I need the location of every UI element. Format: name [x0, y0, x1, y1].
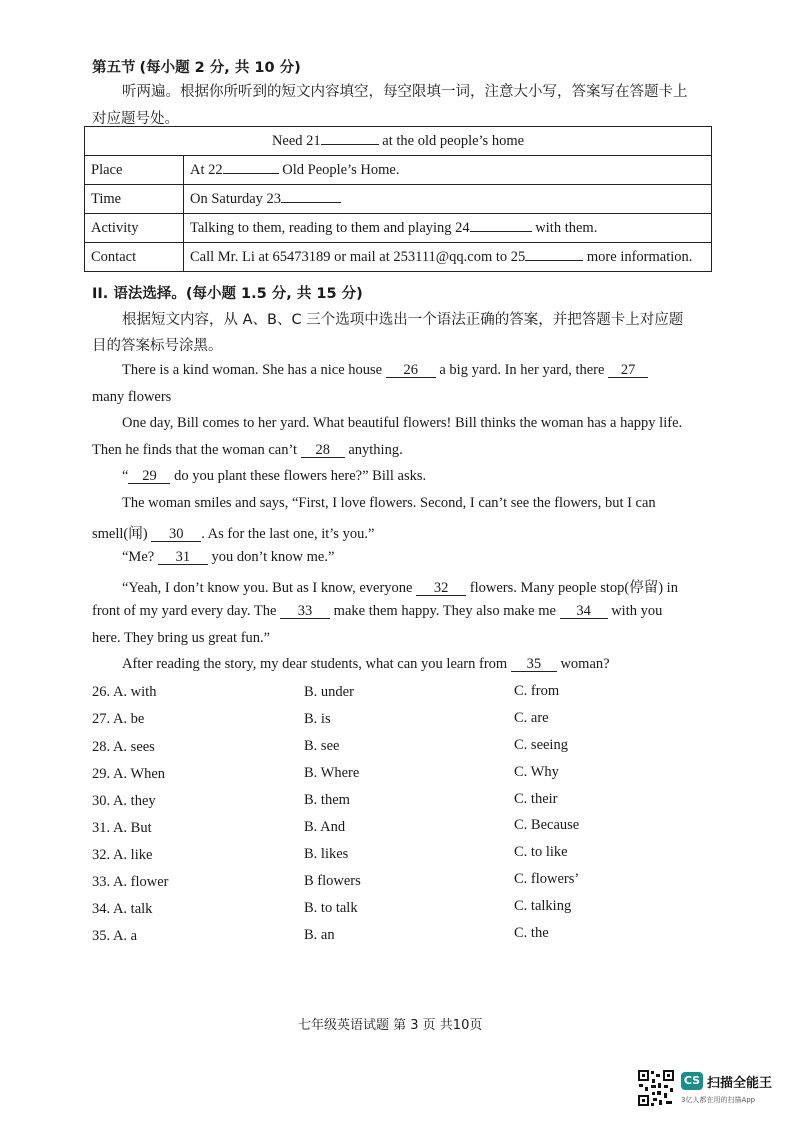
passage-line	[92, 522, 374, 543]
section-2-instruction-line1: 根据短文内容，从 A、B、C 三个选项中选出一个语法正确的答案，并把答题卡上对应题	[122, 312, 684, 328]
passage-text: smell(闻)	[92, 526, 148, 542]
passage-line	[92, 442, 403, 459]
option-b: B. them	[304, 792, 350, 808]
passage-text: anything.	[348, 442, 403, 458]
blank-27: 27	[608, 363, 648, 378]
passage-text: a big yard. In her yard, there	[439, 362, 605, 378]
option-b: B. to talk	[304, 900, 358, 916]
section-5-header	[92, 56, 301, 77]
option-c: C. their	[514, 791, 558, 807]
row-text: At 22	[190, 161, 223, 178]
option-b: B. Where	[304, 765, 360, 781]
blank-28: 28	[301, 443, 345, 458]
option-a: 28. A. sees	[92, 739, 155, 755]
passage-line: many flowers	[92, 389, 172, 405]
option-c: C. talking	[514, 898, 572, 914]
option-a: 30. A. they	[92, 793, 156, 809]
section-5-score-note: (每小题 2 分, 共 10 分)	[139, 60, 301, 76]
row-label: Place	[85, 156, 184, 185]
option-c: C. flowers’	[514, 871, 580, 887]
camscanner-tagline: 3亿人都在用的扫描App	[681, 1096, 756, 1104]
passage-text: flowers. Many people stop(停留) in	[469, 580, 678, 596]
row-text: On Saturday 23	[190, 190, 282, 207]
blank-29: 29	[128, 469, 170, 484]
page-footer: 七年级英语试题 第 3 页 共10页	[298, 1018, 483, 1033]
row-content	[184, 185, 712, 214]
section-2-instruction-line2: 目的答案标号涂黑。	[92, 338, 223, 354]
camscanner-logo-icon: CS	[681, 1072, 703, 1090]
row-content	[184, 156, 712, 185]
option-a: 31. A. But	[92, 820, 152, 836]
qr-code-icon	[637, 1069, 675, 1107]
option-b: B. see	[304, 738, 340, 754]
table-row	[85, 214, 712, 243]
option-b: B. is	[304, 711, 331, 727]
option-c: C. Why	[514, 764, 559, 780]
row-text: Call Mr. Li at 65473189 or mail at 253111@qq.com to 25	[190, 248, 526, 265]
passage-text: woman?	[560, 656, 610, 672]
table-row-header	[85, 127, 712, 156]
passage-line	[122, 656, 610, 673]
option-b: B. likes	[304, 846, 349, 862]
passage-line	[122, 362, 648, 379]
section-2-score-note: (每小题 1.5 分, 共 15 分)	[185, 286, 363, 302]
listening-fill-table	[84, 126, 712, 272]
option-b: B. under	[304, 684, 354, 700]
option-a: 33. A. flower	[92, 874, 169, 890]
row-content	[184, 214, 712, 243]
option-c: C. from	[514, 683, 560, 699]
blank-26: 26	[386, 363, 436, 378]
passage-text: with you	[611, 603, 663, 619]
passage-text: . As for the last one, it’s you.”	[201, 526, 375, 542]
passage-line	[122, 576, 678, 597]
option-a: 26. A. with	[92, 684, 157, 700]
passage-line: The woman smiles and says, “First, I love flowers. Second, I can’t see the flowers, but I can	[122, 495, 656, 511]
option-a: 32. A. like	[92, 847, 153, 863]
passage-text: make them happy. They also make me	[333, 603, 556, 619]
passage-line: One day, Bill comes to her yard. What beautiful flowers! Bill thinks the woman has a happy life.	[122, 415, 683, 431]
passage-text: After reading the story, my dear students, what can you learn from	[122, 656, 508, 672]
table-row	[85, 156, 712, 185]
blank-21	[321, 144, 379, 145]
blank-22	[223, 173, 279, 174]
passage-line	[92, 603, 662, 620]
option-a: 27. A. be	[92, 711, 145, 727]
row-text: Talking to them, reading to them and playing 24	[190, 219, 470, 236]
blank-23	[281, 202, 341, 203]
blank-31: 31	[158, 550, 208, 565]
header-text-before: Need 21	[271, 132, 321, 149]
passage-text: “Yeah, I don’t know you. But as I know, everyone	[122, 580, 413, 596]
passage-text: There is a kind woman. She has a nice house	[122, 362, 383, 378]
option-b: B. an	[304, 927, 335, 943]
option-c: C. seeing	[514, 737, 568, 753]
option-c: C. to like	[514, 844, 568, 860]
row-label: Activity	[85, 214, 184, 243]
section-2-title: II. 语法选择。	[92, 286, 186, 302]
camscanner-name: 扫描全能王	[707, 1076, 773, 1091]
row-content	[184, 243, 712, 272]
option-a: 34. A. talk	[92, 901, 153, 917]
option-c: C. are	[514, 710, 549, 726]
passage-text: Then he finds that the woman can’t	[92, 442, 298, 458]
option-a: 29. A. When	[92, 766, 166, 782]
passage-line	[122, 549, 334, 566]
passage-text: you don’t know me.”	[211, 549, 335, 565]
row-text-after: more information.	[586, 248, 693, 265]
row-label: Contact	[85, 243, 184, 272]
passage-line	[122, 468, 426, 485]
header-text-after: at the old people’s home	[382, 132, 525, 149]
option-a: 35. A. a	[92, 928, 138, 944]
table-row	[85, 185, 712, 214]
option-b: B. And	[304, 819, 346, 835]
blank-34: 34	[560, 604, 608, 619]
blank-25	[525, 260, 583, 261]
passage-text: do you plant these flowers here?” Bill asks.	[174, 468, 427, 484]
section-5-title: 第五节	[92, 60, 136, 76]
blank-32: 32	[416, 581, 466, 596]
blank-35: 35	[511, 657, 557, 672]
blank-33: 33	[280, 604, 330, 619]
section-2-header	[92, 282, 363, 303]
blank-24	[470, 231, 532, 232]
option-b: B flowers	[304, 873, 361, 889]
table-row	[85, 243, 712, 272]
row-text-after: with them.	[535, 219, 598, 236]
passage-text: “	[122, 468, 129, 484]
section-5-instruction-line2: 对应题号处。	[92, 111, 179, 127]
option-c: C. the	[514, 925, 549, 941]
section-5-instruction-line1: 听两遍。根据你所听到的短文内容填空，每空限填一词，注意大小写，答案写在答题卡上	[122, 84, 688, 100]
row-text-after: Old People’s Home.	[282, 161, 400, 178]
passage-text: “Me?	[122, 549, 155, 565]
option-c: C. Because	[514, 817, 580, 833]
passage-line: here. They bring us great fun.”	[92, 630, 271, 646]
blank-30: 30	[151, 527, 201, 542]
row-label: Time	[85, 185, 184, 214]
passage-text: front of my yard every day. The	[92, 603, 277, 619]
table-header-cell	[85, 127, 712, 156]
